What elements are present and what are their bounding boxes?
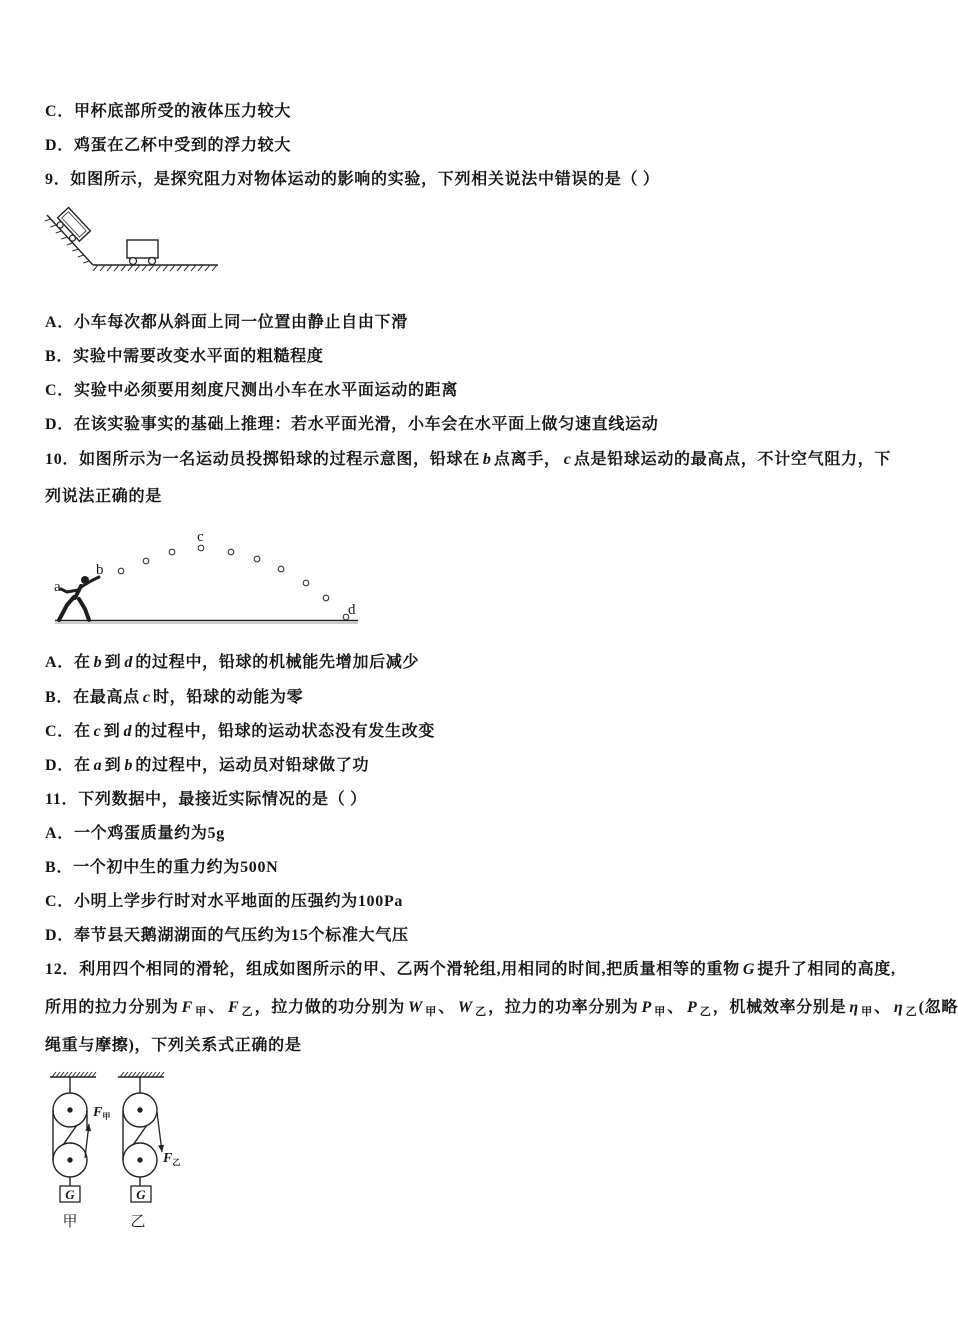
math-symbol: η [893,999,903,1016]
text-run: D．在该实验事实的基础上推理：若水平面光滑，小车会在水平面上做匀速直线运动 [45,416,659,433]
math-symbol: c [142,689,150,706]
q8-option-c [45,102,291,122]
q11-option-b [45,858,278,878]
text-run: B．在最高点 [45,689,140,706]
q9-option-c [45,381,458,401]
subscript: 甲 [195,1006,207,1018]
math-symbol: a [93,757,102,774]
math-symbol: P [686,999,697,1016]
text-run: 11．下列数据中，最接近实际情况的是（ ） [45,791,367,808]
text-run: A．一个鸡蛋质量约为5g [45,825,225,842]
q10-stem-line-2 [45,487,162,507]
text-run: 所用的拉力分别为 [45,999,179,1016]
text-run: B．实验中需要改变水平面的粗糙程度 [45,348,324,365]
ground-hatching [93,265,217,271]
athlete-figure [59,576,99,620]
subscript: 甲 [861,1006,873,1018]
ceiling-left [50,1072,96,1077]
text-run: 的过程中，铅球的机械能先增加后减少 [135,654,420,671]
math-symbol: b [482,451,491,468]
shot-ball [228,549,234,555]
q12-stem-line-2 [45,998,958,1022]
q12-pulley-figure [45,1070,195,1235]
math-symbol: F [227,999,239,1016]
q11-option-c [45,892,403,912]
math-symbol: c [93,723,101,740]
text-run: D．奉节县天鹅湖湖面的气压约为15个标准大气压 [45,927,409,944]
text-run: 的过程中，铅球的运动状态没有发生改变 [134,723,436,740]
q10-option-c [45,722,435,742]
q9-incline-figure [40,200,230,275]
q10-stem-line-1 [45,450,891,470]
math-symbol: P [641,999,652,1016]
text-run: C．实验中必须要用刻度尺测出小车在水平面运动的距离 [45,382,459,399]
q10-option-b [45,688,303,708]
subscript: 乙 [241,1006,253,1018]
q10-shot-put-figure [45,525,365,625]
math-symbol: W [407,999,423,1016]
math-symbol: c [563,451,571,468]
pulley-system-left [53,1077,91,1202]
text-run: C．在 [45,723,91,740]
caption-left: 甲 [62,1214,78,1230]
math-symbol: b [93,654,102,671]
point-d-label: d [348,602,356,618]
text-run: A．在 [45,654,91,671]
point-c-label: c [197,529,204,545]
q9-stem [45,170,660,190]
shot-ball [323,595,329,601]
text-run: 、 [874,999,891,1016]
q9-option-d [45,415,658,435]
q9-option-a [45,313,408,333]
text-run: D．鸡蛋在乙杯中受到的浮力较大 [45,137,292,154]
pulley-system-right [123,1077,164,1202]
text-run: 、 [438,999,455,1016]
ceiling-right [118,1072,164,1077]
force-left-symbol: F [93,1105,103,1120]
shot-ball [278,566,284,572]
text-run: 9．如图所示，是探究阻力对物体运动的影响的实验，下列相关说法中错误的是（ ） [45,171,660,188]
force-right-label [162,1151,180,1167]
text-run: 时，铅球的动能为零 [152,689,304,706]
text-run: (忽略 [918,999,958,1016]
text-run: 点离手， [493,451,561,468]
q11-option-a [45,824,225,844]
q8-option-d [45,136,291,156]
subscript: 乙 [905,1006,917,1018]
q11-option-d [45,926,409,946]
math-symbol: W [457,999,473,1016]
q12-stem-line-1 [45,960,896,980]
math-symbol: G [742,961,755,978]
text-run: 、 [208,999,225,1016]
force-left-label [92,1105,110,1121]
q12-stem-line-3 [45,1036,302,1056]
math-symbol: b [124,757,133,774]
text-run: 绳重与摩擦)，下列关系式正确的是 [45,1037,302,1054]
text-run: D．在 [45,757,91,774]
q10-option-a [45,653,419,673]
math-symbol: d [124,654,133,671]
text-run: 、 [667,999,684,1016]
subscript: 乙 [699,1006,711,1018]
cart-on-level [127,240,158,265]
text-run: 12．利用四个相同的滑轮，组成如图所示的甲、乙两个滑轮组,用相同的时间,把质量相等的重物 [45,961,740,978]
shot-ball [303,580,309,586]
subscript: 甲 [654,1006,666,1018]
shot-ball [118,568,124,574]
point-a-label: a [54,579,61,595]
q9-option-b [45,347,324,367]
text-run: 提升了相同的高度, [757,961,896,978]
q11-stem [45,790,367,810]
math-symbol: d [123,723,132,740]
text-run: 到 [103,723,121,740]
force-right-symbol: F [163,1151,173,1166]
text-run: ，拉力做的功分别为 [254,999,405,1016]
force-left-subscript: 甲 [102,1112,111,1121]
text-run: ，拉力的功率分别为 [488,999,639,1016]
text-run: 的过程中，运动员对铅球做了功 [135,757,370,774]
math-symbol: η [849,999,859,1016]
text-run: 到 [104,654,122,671]
shot-ball [254,556,260,562]
text-run: 到 [104,757,122,774]
weight-right-label: G [136,1187,146,1202]
shot-ball [169,549,175,555]
text-run: 点是铅球运动的最高点，不计空气阻力，下 [573,451,892,468]
subscript: 甲 [425,1006,437,1018]
weight-left-label: G [65,1187,75,1202]
point-b-label: b [96,562,104,578]
subscript: 乙 [475,1006,487,1018]
caption-right: 乙 [130,1214,146,1230]
text-run: ，机械效率分别是 [712,999,847,1016]
shot-ball [143,558,149,564]
force-right-subscript: 乙 [172,1158,181,1167]
text-run: 列说法正确的是 [45,488,162,505]
shot-ball [198,545,204,551]
text-run: A．小车每次都从斜面上同一位置由静止自由下滑 [45,314,408,331]
shot-trajectory [118,545,349,620]
text-run: C．甲杯底部所受的液体压力较大 [45,103,292,120]
text-run: C．小明上学步行时对水平地面的压强约为100Pa [45,893,404,910]
text-run: 10．如图所示为一名运动员投掷铅球的过程示意图，铅球在 [45,451,480,468]
cart-on-incline [53,208,90,246]
math-symbol: F [181,999,193,1016]
q10-option-d [45,756,369,776]
text-run: B．一个初中生的重力约为500N [45,859,279,876]
